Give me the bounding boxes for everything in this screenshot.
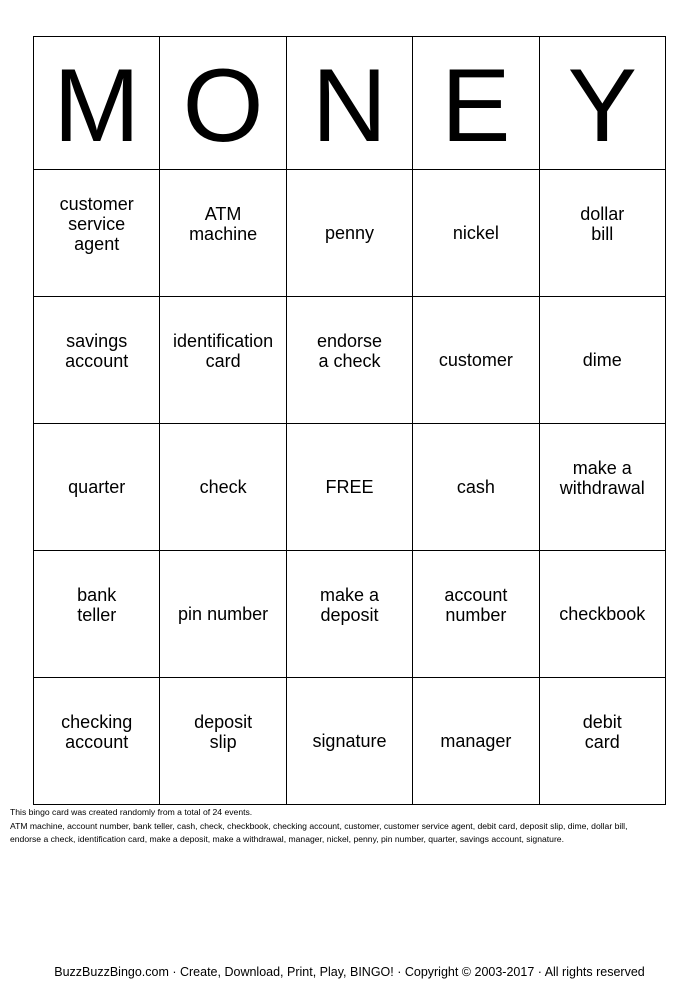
bingo-cell — [413, 678, 539, 805]
bingo-cell — [539, 551, 665, 678]
cell-text: account number — [444, 585, 508, 625]
cell-text: identification card — [173, 331, 274, 371]
bingo-cell — [539, 297, 665, 424]
bingo-row-5 — [34, 678, 666, 805]
bingo-cell — [413, 551, 539, 678]
header-letter-n: N — [286, 37, 412, 170]
cell-text: dollar bill — [580, 204, 625, 244]
bingo-cell — [286, 297, 412, 424]
cell-text: customer — [438, 350, 513, 370]
bingo-card — [33, 36, 666, 805]
cell-text: quarter — [68, 477, 126, 497]
free-cell — [286, 424, 412, 551]
header-letter-m: M — [34, 37, 160, 170]
free-space-label: FREE — [325, 477, 374, 497]
cell-text: cash — [456, 477, 495, 497]
bingo-cell — [413, 424, 539, 551]
bingo-cell — [160, 678, 286, 805]
cell-text: nickel — [452, 223, 499, 243]
bingo-cell — [539, 678, 665, 805]
cell-text: deposit slip — [194, 712, 253, 752]
card-note — [10, 806, 692, 847]
bingo-cell — [34, 678, 160, 805]
bingo-cell — [539, 424, 665, 551]
note-line-3: endorse a check, identification card, make a deposit, make a withdrawal, manager, nickel, penny, pin number, quarter, savings account, signature. — [10, 834, 564, 844]
cell-text: dime — [582, 350, 622, 370]
cell-text: signature — [312, 731, 387, 751]
cell-text: customer service agent — [59, 194, 134, 254]
cell-text: make a deposit — [319, 585, 379, 625]
bingo-cell — [160, 551, 286, 678]
bingo-cell — [160, 424, 286, 551]
bingo-row-3 — [34, 424, 666, 551]
bingo-cell — [286, 678, 412, 805]
header-row — [34, 37, 666, 170]
bingo-row-1 — [34, 170, 666, 297]
cell-text: endorse a check — [316, 331, 382, 371]
note-line-1: This bingo card was created randomly from a total of 24 events. — [10, 807, 253, 817]
cell-text: manager — [440, 731, 512, 751]
cell-text: checkbook — [559, 604, 646, 624]
cell-text: bank teller — [77, 585, 117, 625]
page-footer: BuzzBuzzBingo.com · Create, Download, Print, Play, BINGO! · Copyright © 2003-2017 · All rights reserved — [54, 965, 645, 979]
bingo-cell — [160, 297, 286, 424]
bingo-row-2 — [34, 297, 666, 424]
bingo-cell — [34, 170, 160, 297]
cell-text: make a withdrawal — [559, 458, 645, 498]
cell-text: debit card — [582, 712, 622, 752]
bingo-cell — [413, 297, 539, 424]
bingo-row-4 — [34, 551, 666, 678]
header-letter-y: Y — [539, 37, 665, 170]
cell-text: checking account — [61, 712, 133, 752]
bingo-cell — [34, 297, 160, 424]
cell-text: check — [199, 477, 247, 497]
bingo-cell — [34, 424, 160, 551]
header-letter-e: E — [413, 37, 539, 170]
cell-text: pin number — [178, 604, 269, 624]
bingo-cell — [34, 551, 160, 678]
cell-text: penny — [324, 223, 374, 243]
bingo-cell — [413, 170, 539, 297]
cell-text: savings account — [65, 331, 129, 371]
bingo-cell — [160, 170, 286, 297]
header-letter-o: O — [160, 37, 286, 170]
note-line-2: ATM machine, account number, bank teller, cash, check, checkbook, checking account, customer, customer service agent, debit card, deposit slip, dime, dollar bill, — [10, 820, 628, 831]
bingo-cell — [286, 551, 412, 678]
cell-text: ATM machine — [189, 204, 258, 244]
bingo-cell — [539, 170, 665, 297]
bingo-cell — [286, 170, 412, 297]
